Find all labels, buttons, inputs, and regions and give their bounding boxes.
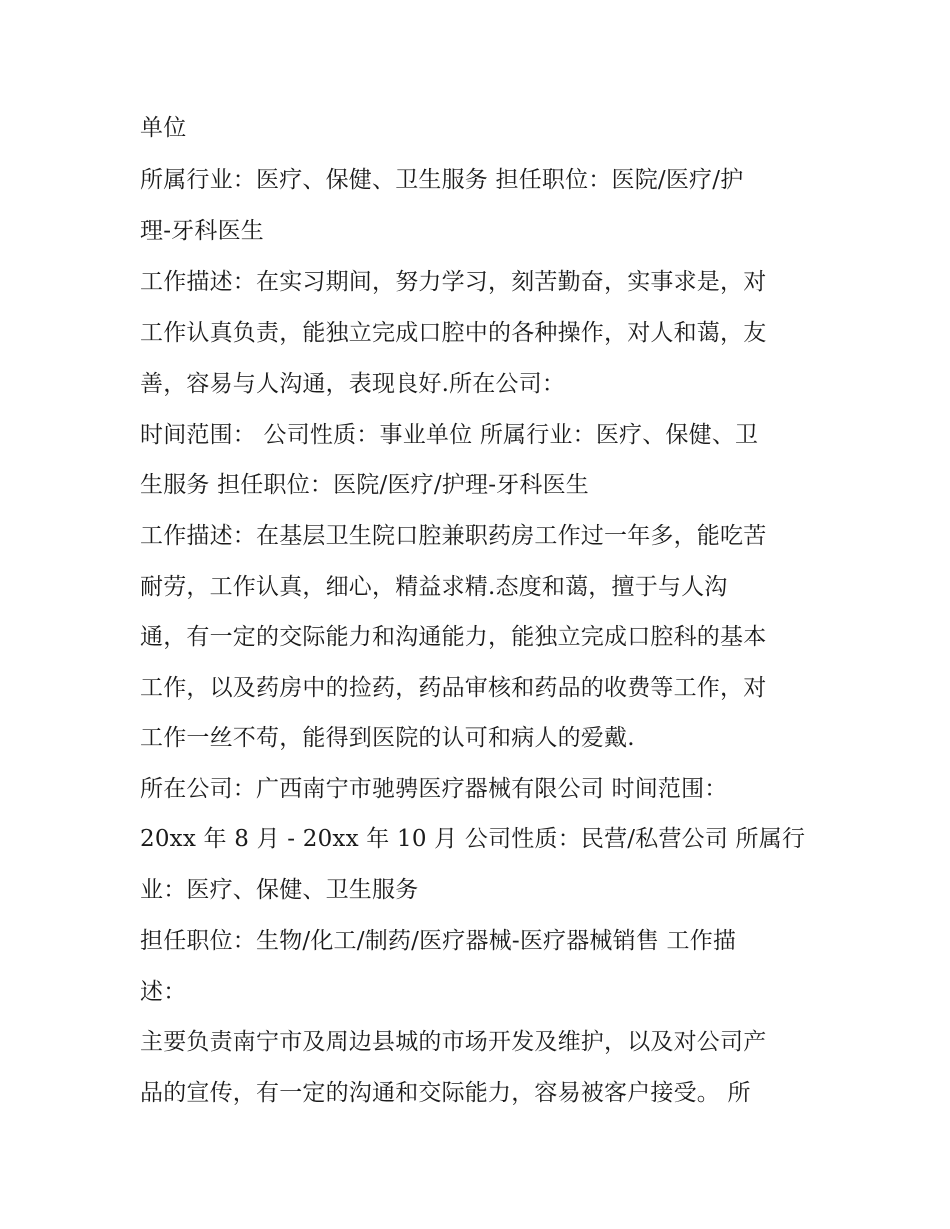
text-line: 通，有一定的交际能力和沟通能力，能独立完成口腔科的基本 [140,624,767,650]
text-line: 善，容易与人沟通，表现良好.所在公司： [140,371,566,397]
text-line: 主要负责南宁市及周边县城的市场开发及维护，以及对公司产 [140,1029,767,1055]
text-line: 述： [140,979,187,1005]
text-line: 20xx 年 8 月 - 20xx 年 10 月 公司性质：民营/私营公司 所属行 [140,826,806,852]
text-line: 工作描述：在基层卫生院口腔兼职药房工作过一年多，能吃苦 [140,523,767,549]
text-line: 所在公司：广西南宁市驰骋医疗器械有限公司 时间范围： [140,776,728,802]
text-line: 所属行业：医疗、保健、卫生服务 担任职位：医院/医疗/护 [140,167,744,193]
text-line: 工作一丝不苟，能得到医院的认可和病人的爱戴. [140,725,635,751]
text-line: 工作，以及药房中的捡药，药品审核和药品的收费等工作，对 [140,675,767,701]
text-line: 单位 [140,115,187,141]
text-line: 耐劳，工作认真，细心，精益求精.态度和蔼，擅于与人沟 [140,574,728,600]
text-line: 生服务 担任职位：医院/医疗/护理-牙科医生 [140,472,589,498]
text-line: 业：医疗、保健、卫生服务 [140,877,419,903]
text-line: 担任职位：生物/化工/制药/医疗器械-医疗器械销售 工作描 [140,928,737,954]
text-line: 理-牙科医生 [140,218,264,244]
text-line: 工作描述：在实习期间，努力学习，刻苦勤奋，实事求是，对 [140,269,767,295]
text-line: 品的宣传，有一定的沟通和交际能力，容易被客户接受。 所 [140,1080,751,1106]
text-line: 工作认真负责，能独立完成口腔中的各种操作，对人和蔼，友 [140,320,767,346]
text-line: 时间范围： 公司性质：事业单位 所属行业：医疗、保健、卫 [140,422,759,448]
